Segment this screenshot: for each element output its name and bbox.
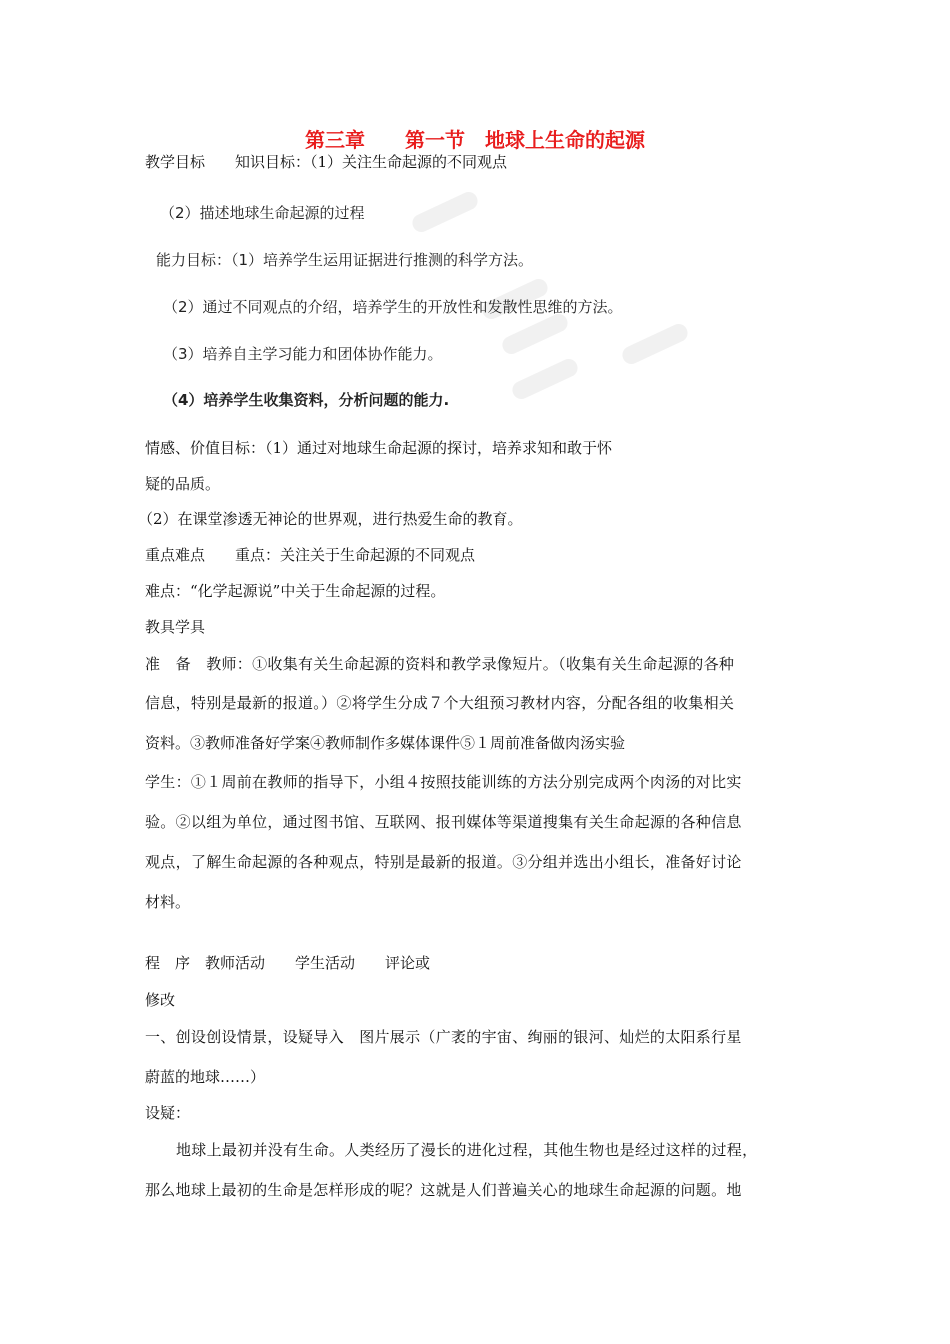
emotion-objective-line: 情感、价值目标：（1）通过对地球生命起源的探讨，培养求知和敢于怀 xyxy=(145,439,613,457)
student-prep-line: 材料。 xyxy=(145,893,191,911)
watermark-mark xyxy=(619,321,690,367)
student-prep-line: 学生：①１周前在教师的指导下，小组４按照技能训练的方法分别完成两个肉汤的对比实 xyxy=(145,773,742,791)
question-label: 设疑： xyxy=(145,1104,191,1122)
objective-item: 能力目标：（1）培养学生运用证据进行推测的科学方法。 xyxy=(156,251,534,269)
key-points-line: 重点难点 重点：关注关于生命起源的不同观点 xyxy=(145,546,476,564)
preparation-line: 信息，特别是最新的报道。）②将学生分成７个大组预习教材内容，分配各组的收集相关 xyxy=(145,694,735,712)
procedure-step: 一、创设创设情景，设疑导入 图片展示（广袤的宇宙、绚丽的银河、灿烂的太阳系行星 xyxy=(145,1028,742,1046)
body-paragraph-line: 那么地球上最初的生命是怎样形成的呢？这就是人们普遍关心的地球生命起源的问题。地 xyxy=(145,1181,742,1199)
teaching-objectives-line: 教学目标 知识目标：（1）关注生命起源的不同观点 xyxy=(145,153,508,171)
student-prep-line: 观点，了解生命起源的各种观点，特别是最新的报道。③分组并选出小组长，准备好讨论 xyxy=(145,853,742,871)
emotion-objective-line: 疑的品质。 xyxy=(145,475,221,493)
preparation-line: 资料。③教师准备好学案④教师制作多媒体课件⑤１周前准备做肉汤实验 xyxy=(145,734,626,752)
emotion-objective-line: （2）在课堂渗透无神论的世界观，进行热爱生命的教育。 xyxy=(138,510,523,528)
procedure-header: 修改 xyxy=(145,991,176,1009)
watermark-mark xyxy=(409,189,480,235)
objective-item: （2）描述地球生命起源的过程 xyxy=(160,204,365,222)
preparation-line: 准 备 教师：①收集有关生命起源的资料和教学录像短片。（收集有关生命起源的各种 xyxy=(145,655,735,673)
objective-item: （2）通过不同观点的介绍，培养学生的开放性和发散性思维的方法。 xyxy=(163,298,623,316)
watermark-mark xyxy=(509,356,580,402)
body-paragraph-line: 地球上最初并没有生命。人类经历了漫长的进化过程，其他生物也是经过这样的过程， xyxy=(176,1141,758,1159)
watermark-mark xyxy=(499,311,570,357)
student-prep-line: 验。②以组为单位，通过图书馆、互联网、报刊媒体等渠道搜集有关生命起源的各种信息 xyxy=(145,813,742,831)
procedure-header: 程 序 教师活动 学生活动 评论或 xyxy=(145,954,431,972)
objective-item: （4）培养学生收集资料，分析问题的能力. xyxy=(163,391,450,409)
procedure-step: 蔚蓝的地球……） xyxy=(145,1068,266,1086)
objective-item: （3）培养自主学习能力和团体协作能力。 xyxy=(163,345,443,363)
chapter-title: 第三章 第一节 地球上生命的起源 xyxy=(305,128,645,152)
difficulty-line: 难点：“化学起源说”中关于生命起源的过程。 xyxy=(145,582,446,600)
tools-heading: 教具学具 xyxy=(145,618,206,636)
scanned-objectives-image xyxy=(150,195,710,420)
